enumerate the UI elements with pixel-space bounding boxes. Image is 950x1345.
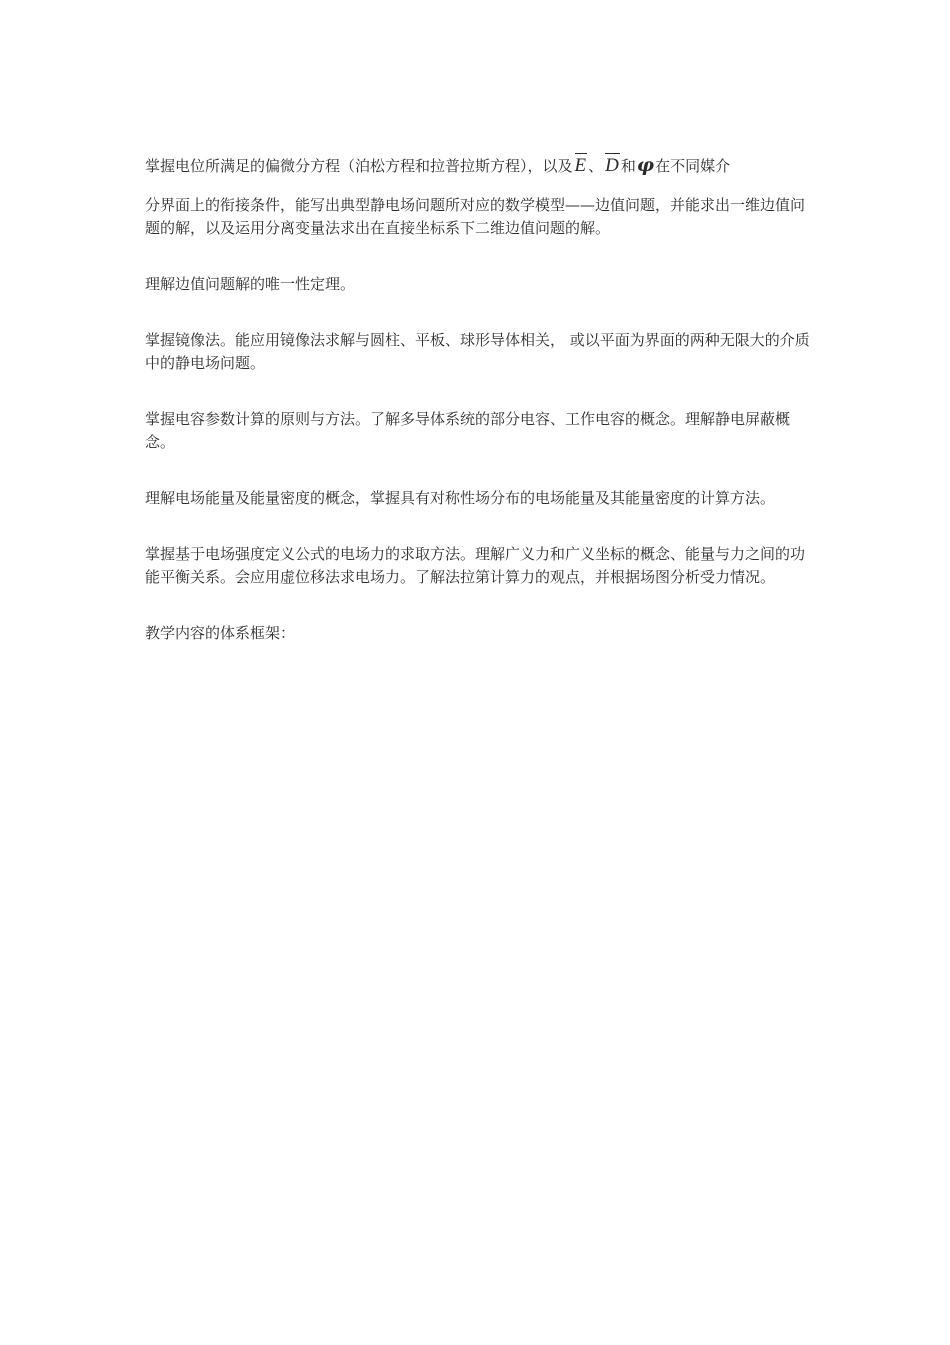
phi-symbol: φ [636, 154, 655, 176]
paragraph-force: 掌握基于电场强度定义公式的电场力的求取方法。理解广义力和广义坐标的概念、能量与力之间的功能平衡关系。会应用虚位移法求电场力。了解法拉第计算力的观点，并根据场图分析受力情况。 [145, 545, 806, 586]
paragraph-capacitance: 掌握电容参数计算的原则与方法。了解多导体系统的部分电容、工作电容的概念。理解静电屏蔽概念。 [145, 410, 791, 451]
vector-bar [575, 153, 588, 154]
paragraph-image-method: 掌握镜像法。能应用镜像法求解与圆柱、平板、球形导体相关， 或以平面为界面的两种无限大的介质中的静电场问题。 [145, 331, 810, 372]
symbol-text: D [605, 155, 619, 176]
paragraph-text: 分界面上的衔接条件，能写出典型静电场问题所对应的数学模型——边值问题，并能求出一维边值问题的解，以及运用分离变量法求出在直接坐标系下二维边值问题的解。 [145, 196, 806, 237]
paragraph-line [145, 152, 810, 179]
paragraph-boundary-conditions [145, 152, 810, 240]
text-run: 和 [620, 157, 636, 175]
paragraph-energy: 理解电场能量及能量密度的概念，掌握具有对称性场分布的电场能量及其能量密度的计算方法。 [145, 489, 776, 507]
vector-d-symbol [603, 153, 621, 179]
paragraph-uniqueness: 理解边值问题解的唯一性定理。 [145, 275, 356, 293]
vector-e-symbol [573, 153, 589, 179]
vector-bar [605, 153, 620, 154]
paragraph-framework-heading: 教学内容的体系框架： [145, 624, 296, 642]
document-body [145, 152, 810, 645]
text-run: 、 [588, 157, 604, 175]
text-run: 在不同媒介 [655, 157, 731, 175]
symbol-text: E [574, 155, 587, 176]
text-run: 掌握电位所满足的偏微分方程（泊松方程和拉普拉斯方程），以及 [145, 157, 573, 175]
